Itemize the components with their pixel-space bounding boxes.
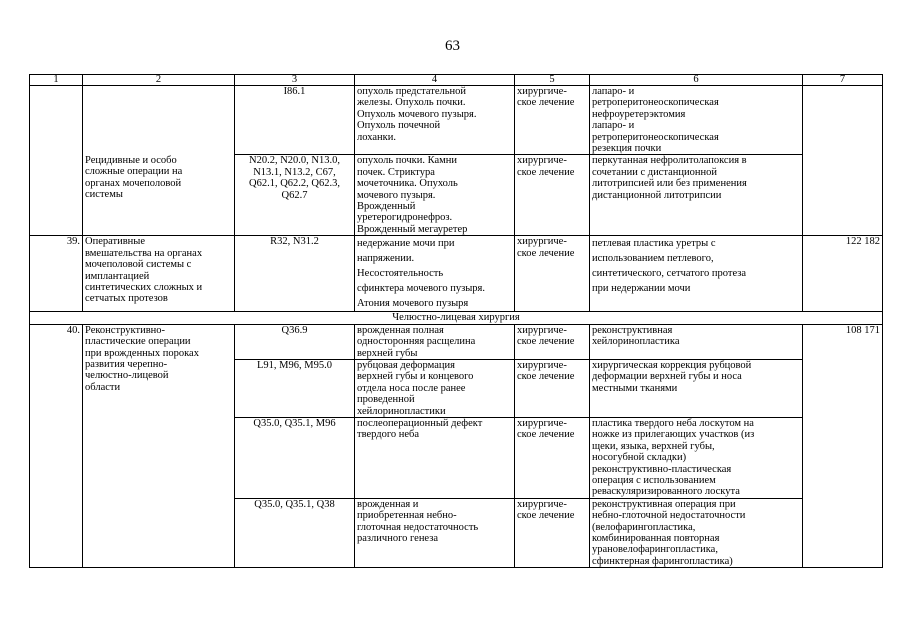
- codes-cell: Q35.0, Q35.1, M96: [235, 417, 355, 498]
- page-number: 63: [445, 38, 460, 54]
- method-cell: перкутанная нефролитолапоксия в сочетании с дистанционной литотрипсией или без применения дистанционной литотрипсии: [590, 155, 803, 236]
- column-number-row: [30, 75, 883, 86]
- codes-cell: N20.2, N20.0, N13.0, N13.1, N13.2, C67, Q62.1, Q62.2, Q62.3, Q62.7: [235, 155, 355, 236]
- services-table: [29, 74, 883, 568]
- name-cell: Оперативные вмешательства на органах мочеполовой системы с имплантацией синтетических сложных и сетчатых протезов: [83, 236, 235, 312]
- treatment-cell: хирургиче- ское лечение: [515, 359, 590, 417]
- diagnosis-cell: врожденная и приобретенная небно- глоточная недостаточность различного генеза: [355, 498, 515, 567]
- cost-cell: [803, 86, 883, 236]
- method-cell: пластика твердого неба лоскутом на ножке из прилегающих участков (из щеки, языка, верхней губы, носогубной складки) реконструктивно-пластическая операция с использованием реваскуляризированного лоскута: [590, 417, 803, 498]
- section-header-row: [30, 312, 883, 324]
- diagnosis-cell: врожденная полная односторонняя расщелина верхней губы: [355, 324, 515, 359]
- column-header: 7: [803, 75, 883, 86]
- cost-cell: 108 171: [803, 324, 883, 568]
- treatment-cell: хирургиче- ское лечение: [515, 155, 590, 236]
- row-number-cell: 39.: [30, 236, 83, 312]
- diagnosis-cell: опухоль предстательной железы. Опухоль почки. Опухоль мочевого пузыря. Опухоль почечной лоханки.: [355, 86, 515, 155]
- method-cell: лапаро- и ретроперитонеоскопическая нефроуретерэктомия лапаро- и ретроперитонеоскопическая резекция почки: [590, 86, 803, 155]
- diagnosis-cell: послеоперационный дефект твердого неба: [355, 417, 515, 498]
- column-header: 1: [30, 75, 83, 86]
- codes-cell: Q35.0, Q35.1, Q38: [235, 498, 355, 567]
- table-row: [30, 324, 883, 359]
- column-header: 3: [235, 75, 355, 86]
- treatment-cell: хирургиче- ское лечение: [515, 236, 590, 312]
- name-cell: Реконструктивно- пластические операции при врожденных пороках развития черепно- челюстно-лицевой области: [83, 324, 235, 568]
- table-row: [30, 236, 883, 312]
- column-header: 5: [515, 75, 590, 86]
- column-header: 4: [355, 75, 515, 86]
- method-cell: реконструктивная хейлоринопластика: [590, 324, 803, 359]
- codes-cell: I86.1: [235, 86, 355, 155]
- codes-cell: R32, N31.2: [235, 236, 355, 312]
- treatment-cell: хирургиче- ское лечение: [515, 324, 590, 359]
- diagnosis-cell: рубцовая деформация верхней губы и концевого отдела носа после ранее проведенной хейлоринопластики: [355, 359, 515, 417]
- codes-cell: Q36.9: [235, 324, 355, 359]
- diagnosis-cell: недержание мочи при напряжении. Несостоятельность сфинктера мочевого пузыря. Атония мочевого пузыря: [355, 236, 515, 312]
- method-cell: реконструктивная операция при небно-глоточной недостаточности (велофарингопластика, комбинированная повторная урановелофарингопластика, сфинктерная фарингопластика): [590, 498, 803, 567]
- row-number-cell: [30, 86, 83, 236]
- name-cell: [83, 86, 235, 155]
- column-header: 2: [83, 75, 235, 86]
- treatment-cell: хирургиче- ское лечение: [515, 498, 590, 567]
- column-header: 6: [590, 75, 803, 86]
- cost-cell: 122 182: [803, 236, 883, 312]
- treatment-cell: хирургиче- ское лечение: [515, 86, 590, 155]
- diagnosis-cell: опухоль почки. Камни почек. Стриктура мочеточника. Опухоль мочевого пузыря. Врожденный уретерогидронефроз. Врожденный мегауретер: [355, 155, 515, 236]
- treatment-cell: хирургиче- ское лечение: [515, 417, 590, 498]
- method-cell: петлевая пластика уретры с использованием петлевого, синтетического, сетчатого протеза при недержании мочи: [590, 236, 803, 312]
- table-row: [30, 155, 883, 236]
- table-row: [30, 86, 883, 155]
- section-title: Челюстно-лицевая хирургия: [30, 312, 883, 324]
- method-cell: хирургическая коррекция рубцовой деформации верхней губы и носа местными тканями: [590, 359, 803, 417]
- row-number-cell: 40.: [30, 324, 83, 568]
- name-cell: Рецидивные и особо сложные операции на органах мочеполовой системы: [83, 155, 235, 236]
- codes-cell: L91, M96, M95.0: [235, 359, 355, 417]
